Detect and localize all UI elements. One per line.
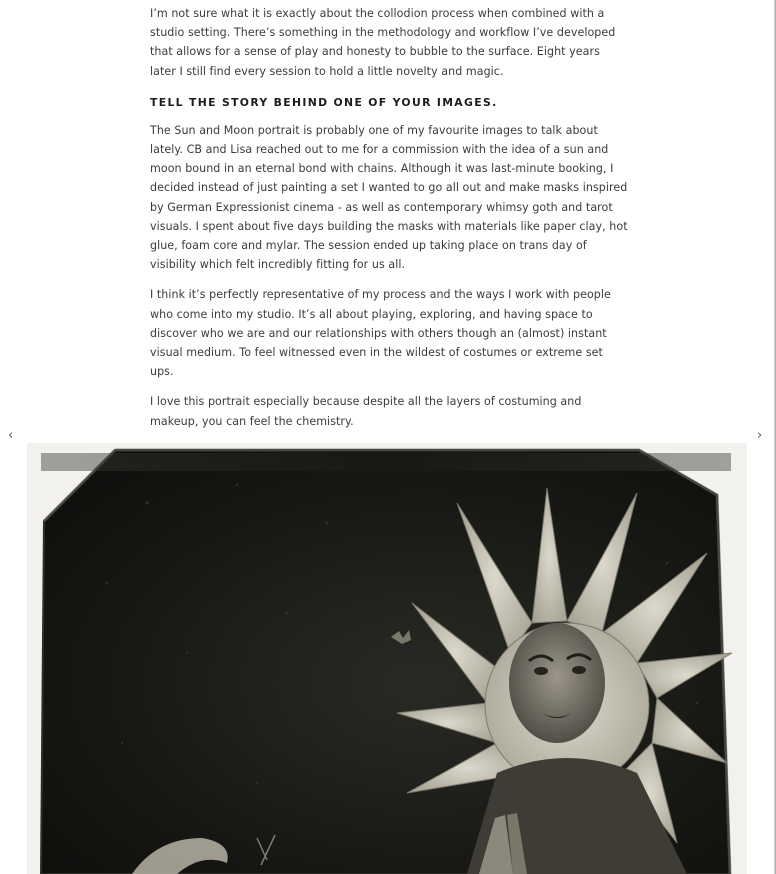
carousel-prev-button[interactable] — [8, 428, 13, 444]
chevron-left-icon: ‹ — [8, 428, 14, 443]
carousel-next-button[interactable] — [757, 428, 762, 444]
chevron-right-icon: › — [757, 428, 763, 443]
paragraph-closing: I love this portrait especially because despite all the layers of costuming and makeup, you can feel the chemistry. — [150, 395, 582, 428]
tintype-portrait-image — [27, 443, 747, 874]
paragraph-process: I think it’s perfectly representative of my process and the ways I work with people who come into my studio. It’s all about playing, exploring, and having space to discover who we are and our relationships with others though an (almost) instant visual medium. To feel witnessed even in the wildest of costumes or extreme set ups. — [150, 288, 611, 379]
article-body — [150, 4, 628, 431]
carousel-image[interactable] — [27, 443, 747, 874]
paragraph-story: The Sun and Moon portrait is probably one of my favourite images to talk about lately. CB and Lisa reached out to me for a commission with the idea of a sun and moon bound in an eternal bond with chains. Although it was last-minute booking, I decided instead of just painting a set I wanted to go all out and make masks inspired by German Expressionist cinema - as well as contemporary whimsy goth and tarot visuals. I spent about five days building the masks with materials like paper clay, hot glue, foam core and mylar. The session ended up taking place on trans day of visibility which felt incredibly fitting for us all. — [150, 123, 628, 272]
section-heading: TELL THE STORY BEHIND ONE OF YOUR IMAGES. — [150, 95, 498, 109]
paragraph-intro: I’m not sure what it is exactly about the collodion process when combined with a studio setting. There’s something in the methodology and workflow I’ve developed that allows for a sense of play and honesty to bubble to the surface. Eight years later I still find every session to hold a little novelty and magic. — [150, 7, 616, 78]
